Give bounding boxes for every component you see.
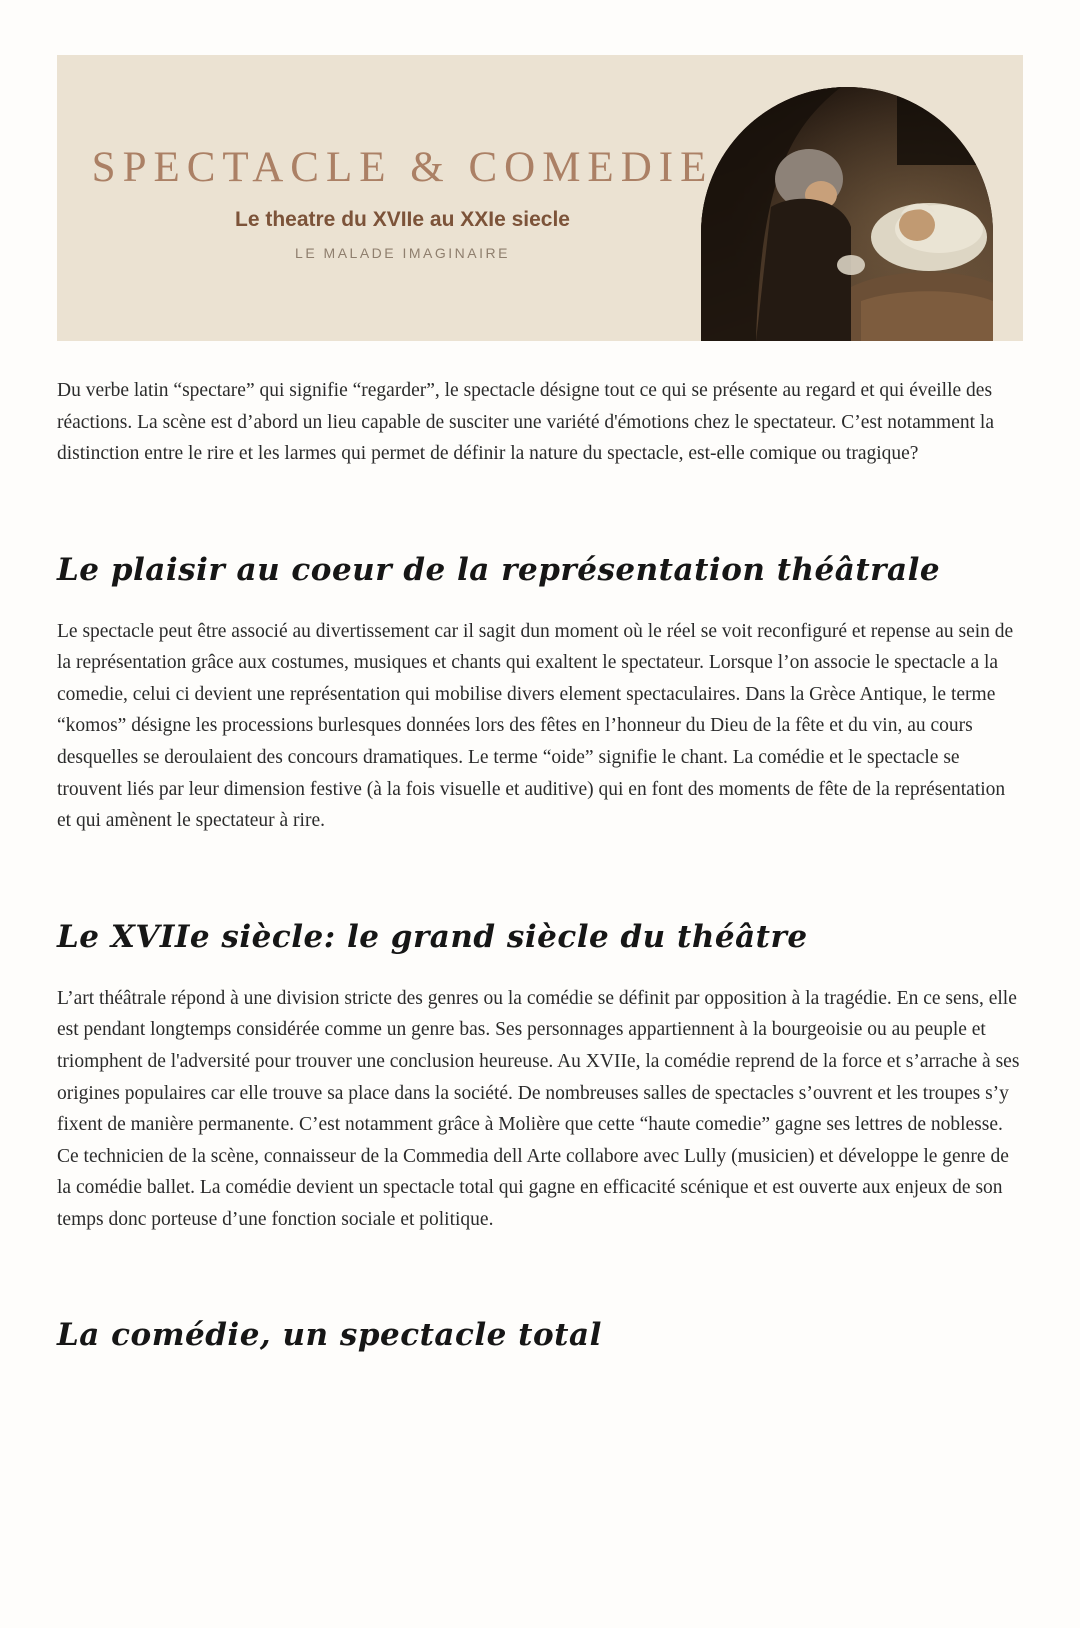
page-title: SPECTACLE & COMEDIE	[91, 144, 714, 191]
document-content	[57, 375, 1023, 1353]
page-subtitle: Le theatre du XVIIe au XXIe siecle	[235, 208, 570, 231]
arch-image-frame	[701, 87, 993, 341]
section-xviie-siecle	[57, 919, 1023, 1236]
section-body: Le spectacle peut être associé au divertissement car il sagit dun moment où le réel se voit reconfiguré et repense au sein de la représentation grâce aux costumes, musiques et chants qui exaltent le spectateur. Lorsque l’on associe le spectacle a la comedie, celui ci devient une représentation qui mobilise divers element spectaculaires. Dans la Grèce Antique, le terme “komos” désigne les processions burlesques données lors des fêtes en l’honneur du Dieu de la fête et du vin, au cours desquelles se deroulaient des concours dramatiques. Le terme “oide” signifie le chant. La comédie et le spectacle se trouvent liés par leur dimension festive (à la fois visuelle et auditive) qui en font des moments de fête de la représentation et qui amènent le spectateur à rire.	[57, 620, 1014, 832]
section-body: L’art théâtrale répond à une division stricte des genres ou la comédie se définit par opposition à la tragédie. En ce sens, elle est pendant longtemps considérée comme un genre bas. Ses personnages appartiennent à la bourgeoisie ou au peuple et triomphent de l'adversité pour trouver une conclusion heureuse. Au XVIIe, la comédie reprend de la force et s’arrache à ses origines populaires car elle trouve sa place dans la société. De nombreuses salles de spectacles s’ouvrent et les troupes s’y fixent de manière permanente. C’est notamment grâce à Molière que cette “haute comedie” gagne ses lettres de noblesse. Ce technicien de la scène, connaisseur de la Commedia dell Arte collabore avec Lully (musicien) et développe le genre de la comédie ballet. La comédie devient un spectacle total qui gagne en efficacité scénique et est ouverte aux enjeux de son temps donc porteuse d’une fonction sociale et politique.	[57, 987, 1020, 1230]
section-heading: Le XVIIe siècle: le grand siècle du théâtre	[57, 918, 808, 955]
section-spectacle-total	[57, 1317, 1023, 1353]
section-heading: Le plaisir au coeur de la représentation théâtrale	[57, 551, 941, 588]
document-page	[0, 55, 1080, 1628]
header-text-block	[75, 143, 730, 261]
intro-paragraph: Du verbe latin “spectare” qui signifie “regarder”, le spectacle désigne tout ce qui se présente au regard et qui éveille des réactions. La scène est d’abord un lieu capable de susciter une variété d'émotions chez le spectateur. C’est notamment la distinction entre le rire et les larmes qui permet de définir la nature du spectacle, est-elle comique ou tragique?	[57, 380, 994, 465]
hero-painting	[701, 87, 993, 341]
page-tagline: LE MALADE IMAGINAIRE	[295, 245, 510, 261]
section-plaisir	[57, 552, 1023, 837]
section-heading: La comédie, un spectacle total	[57, 1317, 602, 1354]
page-header	[57, 55, 1023, 341]
